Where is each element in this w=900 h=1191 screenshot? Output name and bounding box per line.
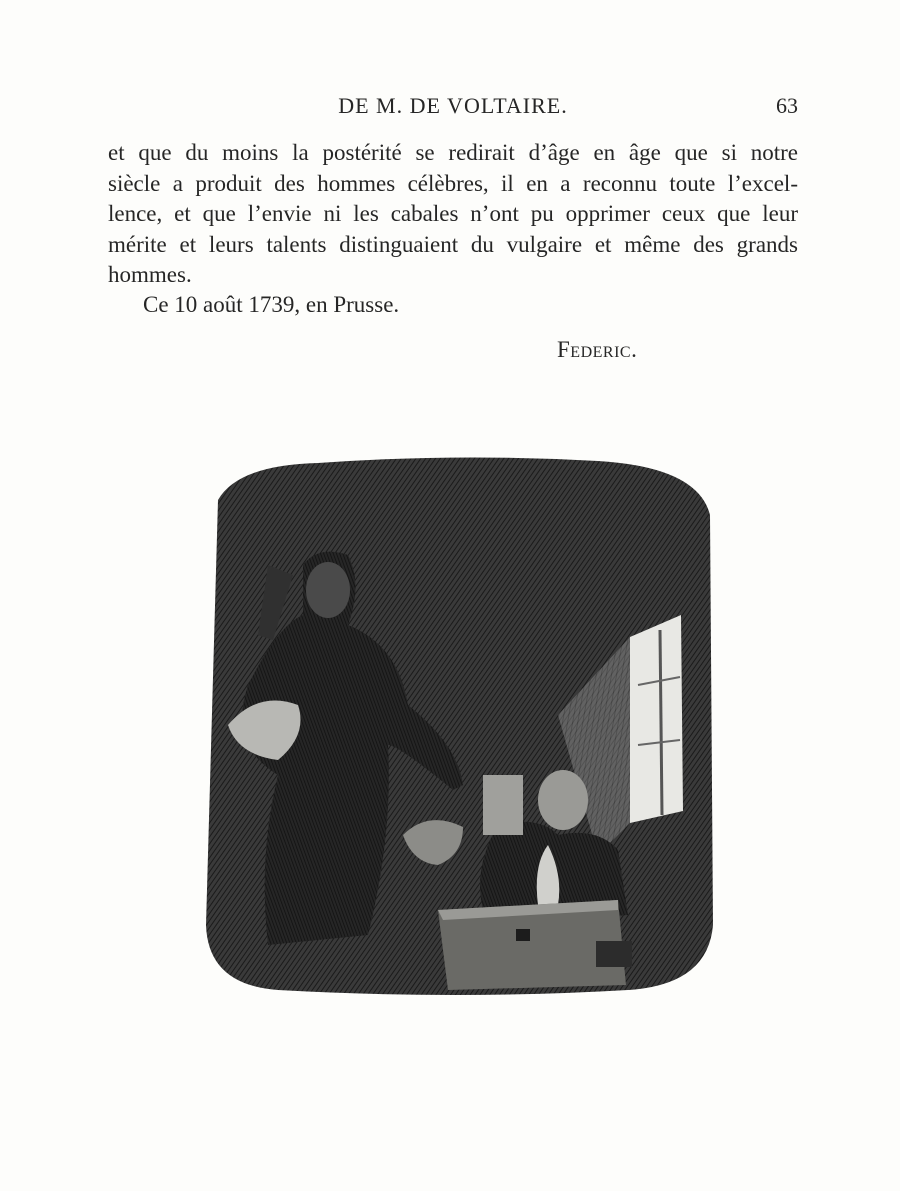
engraving-icon [198, 455, 718, 1000]
text-line: et que du moins la postérité se redirait d’âge en âge que si notre [108, 140, 798, 165]
text-line: hommes. [108, 262, 192, 287]
engraving-illustration [198, 455, 718, 1000]
text-line: siècle a produit des hommes célèbres, il en a reconnu toute l’excel- [108, 170, 798, 196]
body-paragraph [108, 138, 798, 291]
running-title: DE M. DE VOLTAIRE. [338, 93, 568, 118]
text-line: lence, et que l’envie ni les cabales n’ont pu opprimer ceux que leur [108, 201, 798, 226]
page-header [108, 93, 798, 127]
dateline: Ce 10 août 1739, en Prusse. [143, 292, 400, 317]
signature: Federic. [557, 337, 638, 362]
text-line: mérite et leurs talents distinguaient du vulgaire et même des grands [108, 231, 798, 257]
page-number: 63 [776, 93, 798, 118]
